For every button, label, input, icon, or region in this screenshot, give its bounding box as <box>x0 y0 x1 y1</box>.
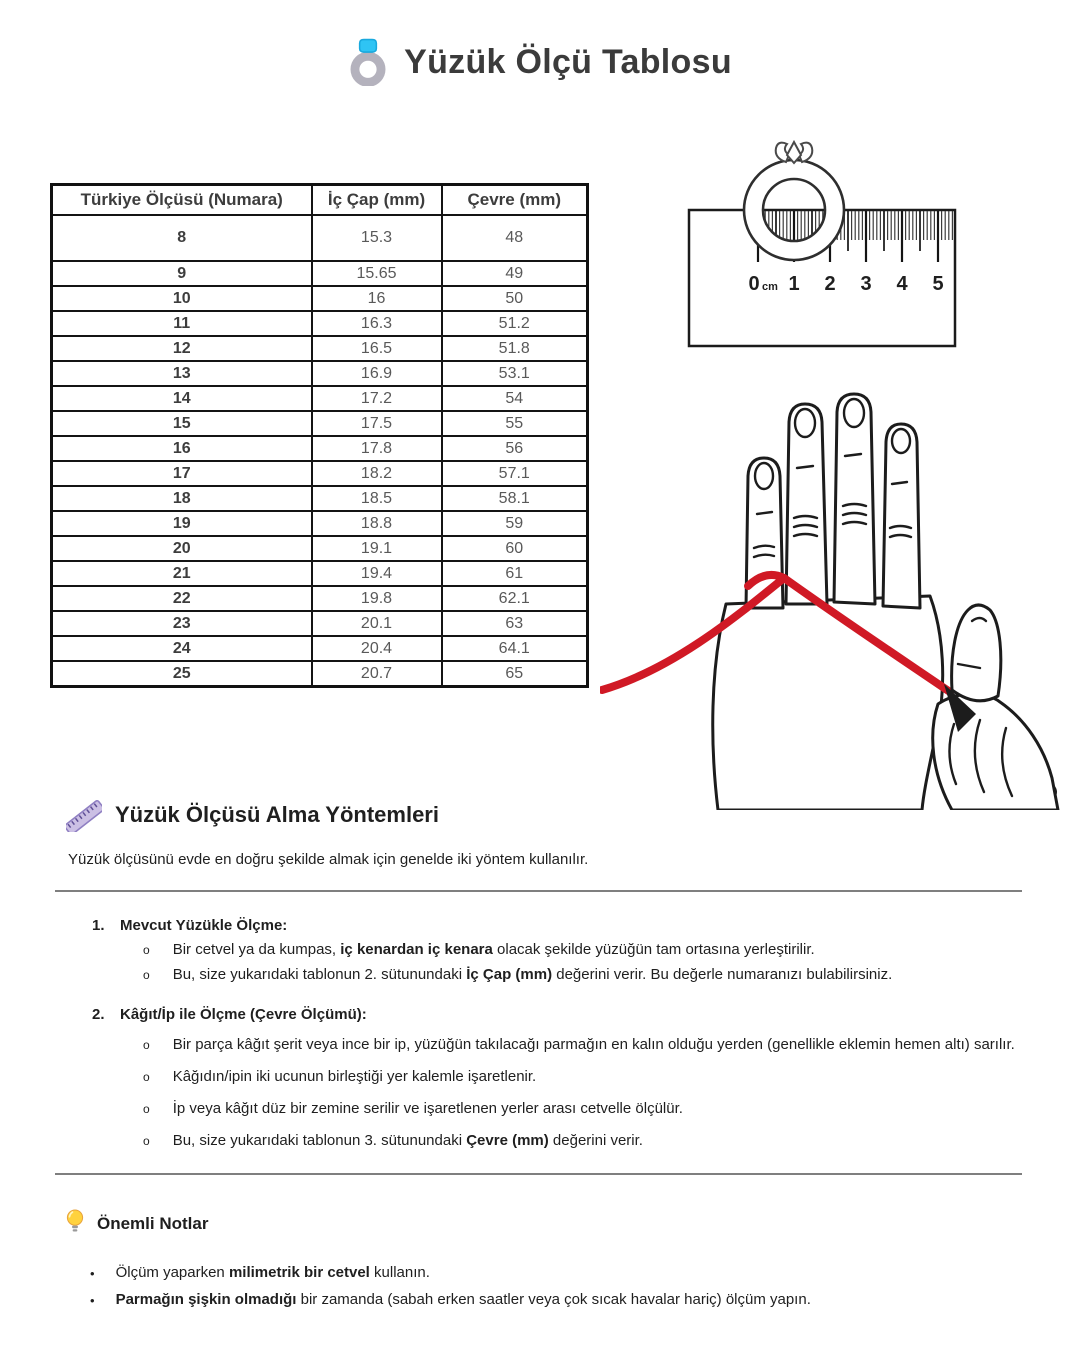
table-row <box>52 361 588 386</box>
size-cell: 22 <box>52 586 312 611</box>
table-row <box>52 611 588 636</box>
method-title: Mevcut Yüzükle Ölçme: <box>120 917 288 934</box>
bullet-text: Parmağın şişkin olmadığı bir zamanda (sabah erken saatler veya çok sıcak havalar hariç) ölçüm yapın. <box>115 1291 811 1308</box>
diameter-cell: 16.3 <box>312 311 442 336</box>
col-header-diameter: İç Çap (mm) <box>312 185 442 216</box>
page-header <box>0 38 1080 86</box>
col-header-size: Türkiye Ölçüsü (Numara) <box>52 185 312 216</box>
bullet-marker: o <box>143 1134 150 1148</box>
diameter-cell: 20.1 <box>312 611 442 636</box>
ring-size-table <box>50 183 589 688</box>
table-row <box>52 261 588 286</box>
diameter-cell: 17.8 <box>312 436 442 461</box>
table-row <box>52 561 588 586</box>
diameter-cell: 17.5 <box>312 411 442 436</box>
notes-section-title <box>64 1207 1080 1240</box>
bullet-text: Bu, size yukarıdaki tablonun 2. sütunundaki İç Çap (mm) değerini verir. Bu değerle numaranızı bulabilirsiniz. <box>172 966 893 983</box>
circumference-cell: 48 <box>442 215 588 261</box>
table-row <box>52 311 588 336</box>
circumference-cell: 64.1 <box>442 636 588 661</box>
ruler-icon <box>66 798 102 832</box>
diameter-cell: 16.5 <box>312 336 442 361</box>
diameter-cell: 19.8 <box>312 586 442 611</box>
svg-text:cm: cm <box>762 281 778 293</box>
size-cell: 17 <box>52 461 312 486</box>
method-bullet <box>143 1100 1080 1119</box>
table-row <box>52 386 588 411</box>
table-row <box>52 461 588 486</box>
page-title: Yüzük Ölçü Tablosu <box>404 42 732 81</box>
methods-section-title <box>66 798 1080 832</box>
table-row <box>52 286 588 311</box>
hand-string-illustration <box>600 372 1060 810</box>
bullet-text: Bir parça kâğıt şerit veya ince bir ip, yüzüğün takılacağı parmağın en kalın olduğu yerden (genellikle eklemin hemen altı) sarılır. <box>172 1036 1015 1053</box>
svg-text:4: 4 <box>896 273 908 295</box>
svg-text:3: 3 <box>860 273 872 295</box>
circumference-cell: 56 <box>442 436 588 461</box>
circumference-cell: 51.2 <box>442 311 588 336</box>
size-cell: 14 <box>52 386 312 411</box>
size-cell: 23 <box>52 611 312 636</box>
size-cell: 24 <box>52 636 312 661</box>
table-row <box>52 536 588 561</box>
circumference-cell: 63 <box>442 611 588 636</box>
bullet-marker: • <box>90 1293 95 1308</box>
table-row <box>52 586 588 611</box>
size-cell: 12 <box>52 336 312 361</box>
diameter-cell: 16 <box>312 286 442 311</box>
svg-text:1: 1 <box>788 273 800 295</box>
bullet-text: Bu, size yukarıdaki tablonun 3. sütunundaki Çevre (mm) değerini verir. <box>172 1132 643 1149</box>
size-cell: 21 <box>52 561 312 586</box>
divider-bottom <box>55 1173 1022 1175</box>
method-bullet <box>143 966 1080 985</box>
divider-top <box>55 890 1022 892</box>
method-item <box>0 1006 1080 1151</box>
diameter-cell: 19.1 <box>312 536 442 561</box>
circumference-cell: 62.1 <box>442 586 588 611</box>
circumference-cell: 60 <box>442 536 588 561</box>
circumference-cell: 55 <box>442 411 588 436</box>
method-bullet <box>143 1036 1080 1055</box>
notes-title-text: Önemli Notlar <box>97 1213 209 1233</box>
diameter-cell: 18.8 <box>312 511 442 536</box>
size-cell: 19 <box>52 511 312 536</box>
table-row <box>52 336 588 361</box>
table-row <box>52 436 588 461</box>
method-number: 2. <box>92 1006 105 1023</box>
note-bullet <box>90 1291 1080 1310</box>
diameter-cell: 19.4 <box>312 561 442 586</box>
table-row <box>52 486 588 511</box>
size-cell: 10 <box>52 286 312 311</box>
table-row <box>52 511 588 536</box>
circumference-cell: 58.1 <box>442 486 588 511</box>
bullet-marker: o <box>143 1070 150 1084</box>
diameter-cell: 18.2 <box>312 461 442 486</box>
size-cell: 9 <box>52 261 312 286</box>
table-row <box>52 411 588 436</box>
methods-list <box>0 917 1080 1151</box>
circumference-cell: 51.8 <box>442 336 588 361</box>
size-cell: 16 <box>52 436 312 461</box>
circumference-cell: 61 <box>442 561 588 586</box>
circumference-cell: 53.1 <box>442 361 588 386</box>
col-header-circumference: Çevre (mm) <box>442 185 588 216</box>
bullet-marker: o <box>143 943 150 957</box>
diameter-cell: 20.7 <box>312 661 442 687</box>
bullet-text: Kâğıdın/ipin iki ucunun birleştiği yer kalemle işaretlenir. <box>172 1068 537 1085</box>
circumference-cell: 59 <box>442 511 588 536</box>
methods-intro: Yüzük ölçüsünü evde en doğru şekilde almak için genelde iki yöntem kullanılır. <box>68 851 589 868</box>
size-cell: 20 <box>52 536 312 561</box>
bullet-text: İp veya kâğıt düz bir zemine serilir ve işaretlenen yerler arası cetvelle ölçülür. <box>172 1100 683 1117</box>
method-title: Kâğıt/İp ile Ölçme (Çevre Ölçümü): <box>120 1006 367 1023</box>
diameter-cell: 16.9 <box>312 361 442 386</box>
diameter-cell: 20.4 <box>312 636 442 661</box>
size-cell: 13 <box>52 361 312 386</box>
method-bullet <box>143 1132 1080 1151</box>
circumference-cell: 49 <box>442 261 588 286</box>
circumference-cell: 57.1 <box>442 461 588 486</box>
bullet-text: Bir cetvel ya da kumpas, iç kenardan iç kenara olacak şekilde yüzüğün tam ortasına yerleştirilir. <box>172 941 815 958</box>
diameter-cell: 17.2 <box>312 386 442 411</box>
lightbulb-icon <box>64 1207 86 1240</box>
size-cell: 25 <box>52 661 312 687</box>
size-cell: 15 <box>52 411 312 436</box>
note-bullet <box>90 1264 1080 1283</box>
svg-text:0: 0 <box>748 273 760 295</box>
bullet-text: Ölçüm yaparken milimetrik bir cetvel kullanın. <box>115 1264 430 1281</box>
table-header-row <box>52 185 588 216</box>
circumference-cell: 54 <box>442 386 588 411</box>
size-cell: 8 <box>52 215 312 261</box>
method-bullet <box>143 941 1080 960</box>
diameter-cell: 15.65 <box>312 261 442 286</box>
ring-crown <box>776 142 813 163</box>
svg-text:5: 5 <box>932 273 944 295</box>
ring-size-table-body <box>52 215 588 687</box>
svg-text:2: 2 <box>824 273 836 295</box>
method-bullet <box>143 1068 1080 1087</box>
bullet-marker: o <box>143 968 150 982</box>
method-item <box>0 917 1080 985</box>
circumference-cell: 65 <box>442 661 588 687</box>
ring-icon <box>348 38 388 86</box>
circumference-cell: 50 <box>442 286 588 311</box>
table-row <box>52 636 588 661</box>
bullet-marker: • <box>90 1266 95 1281</box>
diameter-cell: 15.3 <box>312 215 442 261</box>
bullet-marker: o <box>143 1102 150 1116</box>
text-sections <box>0 798 1080 1310</box>
table-row <box>52 661 588 687</box>
size-cell: 11 <box>52 311 312 336</box>
methods-title-text: Yüzük Ölçüsü Alma Yöntemleri <box>115 802 439 827</box>
table-row <box>52 215 588 261</box>
ring-on-ruler-illustration <box>683 138 967 353</box>
diameter-cell: 18.5 <box>312 486 442 511</box>
size-cell: 18 <box>52 486 312 511</box>
bullet-marker: o <box>143 1038 150 1052</box>
method-number: 1. <box>92 917 105 934</box>
notes-list <box>90 1264 1080 1310</box>
